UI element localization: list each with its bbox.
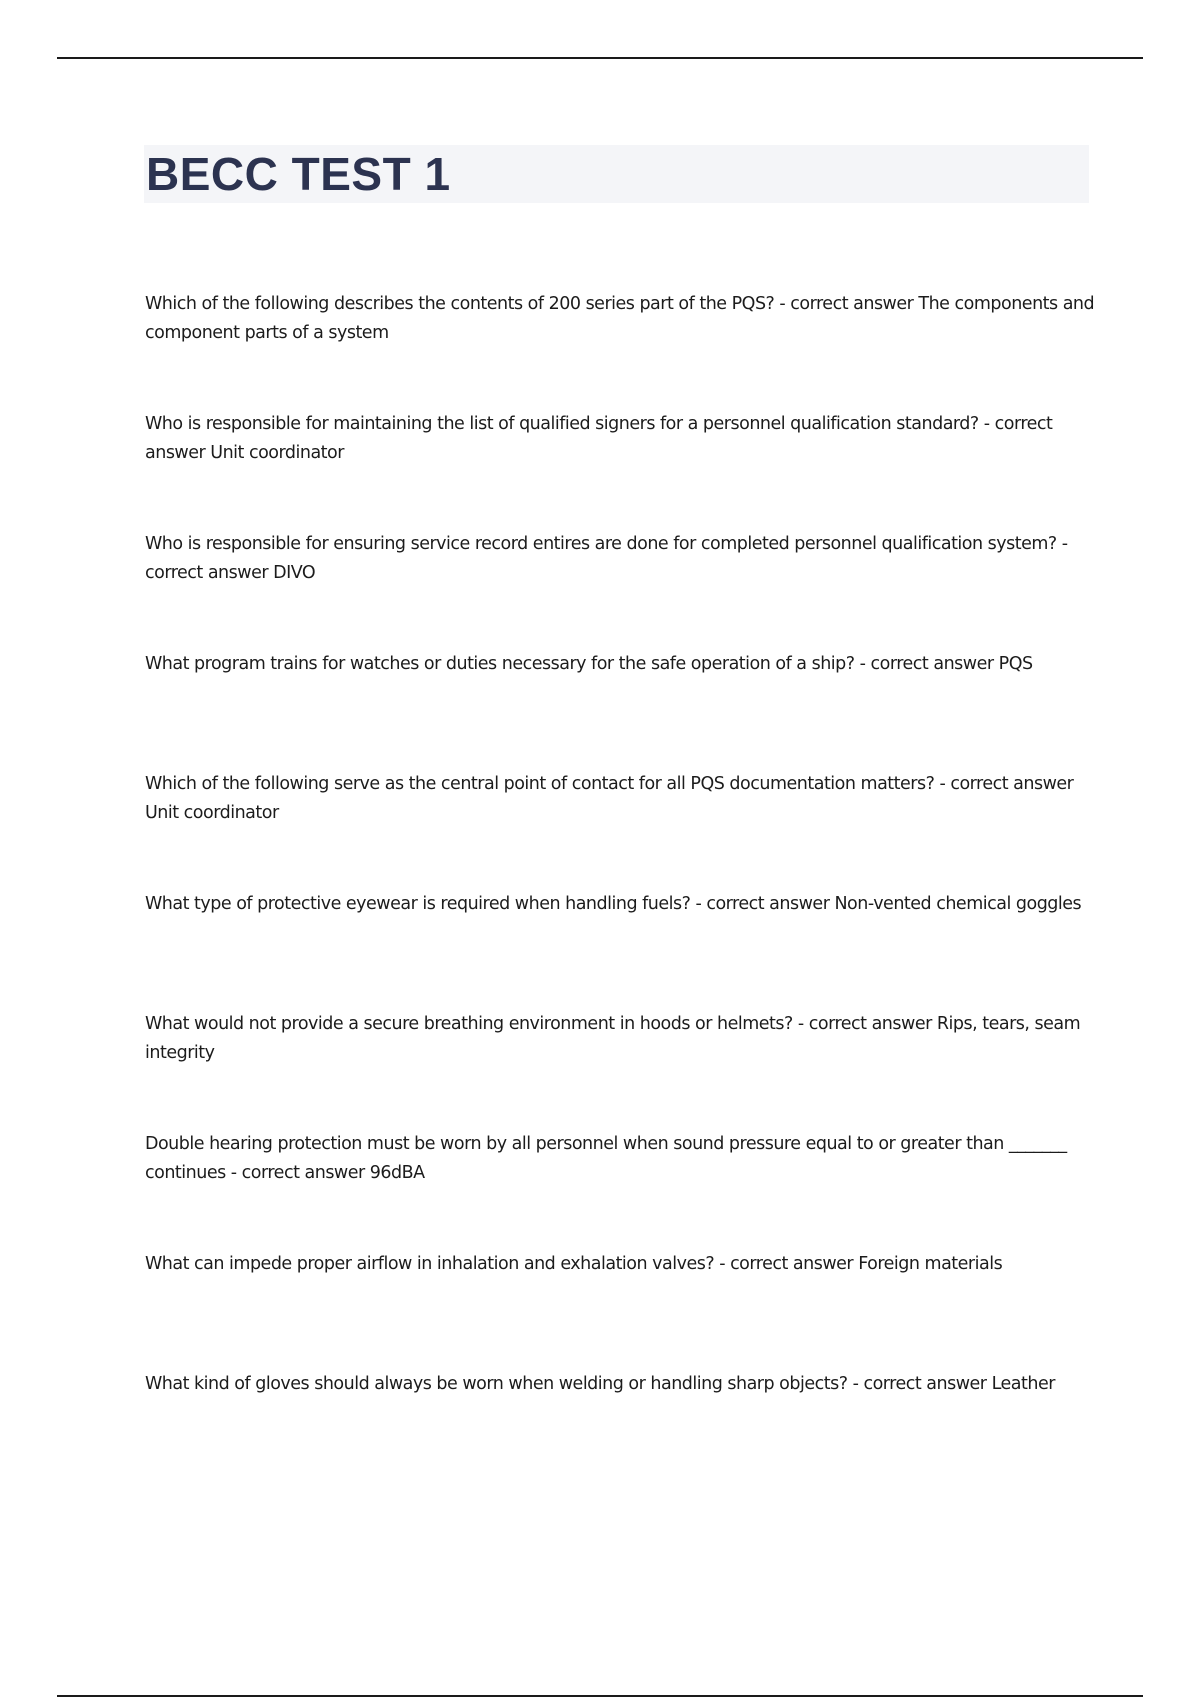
qa-item xyxy=(145,530,1095,650)
qa-item xyxy=(145,1010,1095,1130)
answer-text: Non-vented chemical goggles xyxy=(834,894,1082,914)
question-text: Who is responsible for ensuring service record entires are done for completed personnel qualification system? xyxy=(145,534,1057,554)
answer-text: Leather xyxy=(991,1374,1055,1394)
answer-separator: - correct answer xyxy=(690,894,835,914)
question-text: What kind of gloves should always be worn when welding or handling sharp objects? xyxy=(145,1374,848,1394)
qa-list xyxy=(145,290,1095,1490)
top-rule xyxy=(57,57,1143,59)
answer-separator: - correct answer xyxy=(792,1014,937,1034)
answer-text: 96dBA xyxy=(369,1163,425,1183)
question-text: Who is responsible for maintaining the list of qualified signers for a personnel qualification standard? xyxy=(145,414,979,434)
question-text: What would not provide a secure breathing environment in hoods or helmets? xyxy=(145,1014,793,1034)
qa-item xyxy=(145,890,1095,1010)
answer-text: The components and component parts of a system xyxy=(145,294,1095,343)
answer-separator: - correct answer xyxy=(774,294,919,314)
document-title: BECC TEST 1 xyxy=(146,148,451,200)
answer-separator: - correct answer xyxy=(145,414,1053,463)
answer-separator: - correct answer xyxy=(854,654,999,674)
answer-text: Unit coordinator xyxy=(145,803,279,823)
question-text: Which of the following describes the contents of 200 series part of the PQS? xyxy=(145,294,775,314)
qa-item xyxy=(145,1130,1095,1250)
question-text: What type of protective eyewear is required when handling fuels? xyxy=(145,894,691,914)
question-text: Double hearing protection must be worn by all personnel when sound pressure equal to or greater than _______ continues xyxy=(145,1134,1067,1183)
answer-text: Unit coordinator xyxy=(210,443,344,463)
qa-item xyxy=(145,1370,1095,1490)
answer-separator: - correct answer xyxy=(225,1163,370,1183)
qa-item xyxy=(145,290,1095,410)
question-text: What program trains for watches or duties necessary for the safe operation of a ship? xyxy=(145,654,855,674)
qa-item xyxy=(145,770,1095,890)
question-text: Which of the following serve as the central point of contact for all PQS documentation matters? xyxy=(145,774,935,794)
answer-text: Rips, tears, seam integrity xyxy=(145,1014,1081,1063)
answer-text: PQS xyxy=(998,654,1033,674)
qa-item xyxy=(145,410,1095,530)
answer-text: Foreign materials xyxy=(858,1254,1003,1274)
answer-separator: - correct answer xyxy=(934,774,1074,794)
qa-item xyxy=(145,1250,1095,1370)
answer-separator: - correct answer xyxy=(714,1254,859,1274)
question-text: What can impede proper airflow in inhalation and exhalation valves? xyxy=(145,1254,715,1274)
answer-separator: - correct answer xyxy=(145,534,1068,583)
qa-item xyxy=(145,650,1095,770)
answer-text: DIVO xyxy=(273,563,316,583)
bottom-rule xyxy=(57,1695,1143,1697)
answer-separator: - correct answer xyxy=(847,1374,992,1394)
